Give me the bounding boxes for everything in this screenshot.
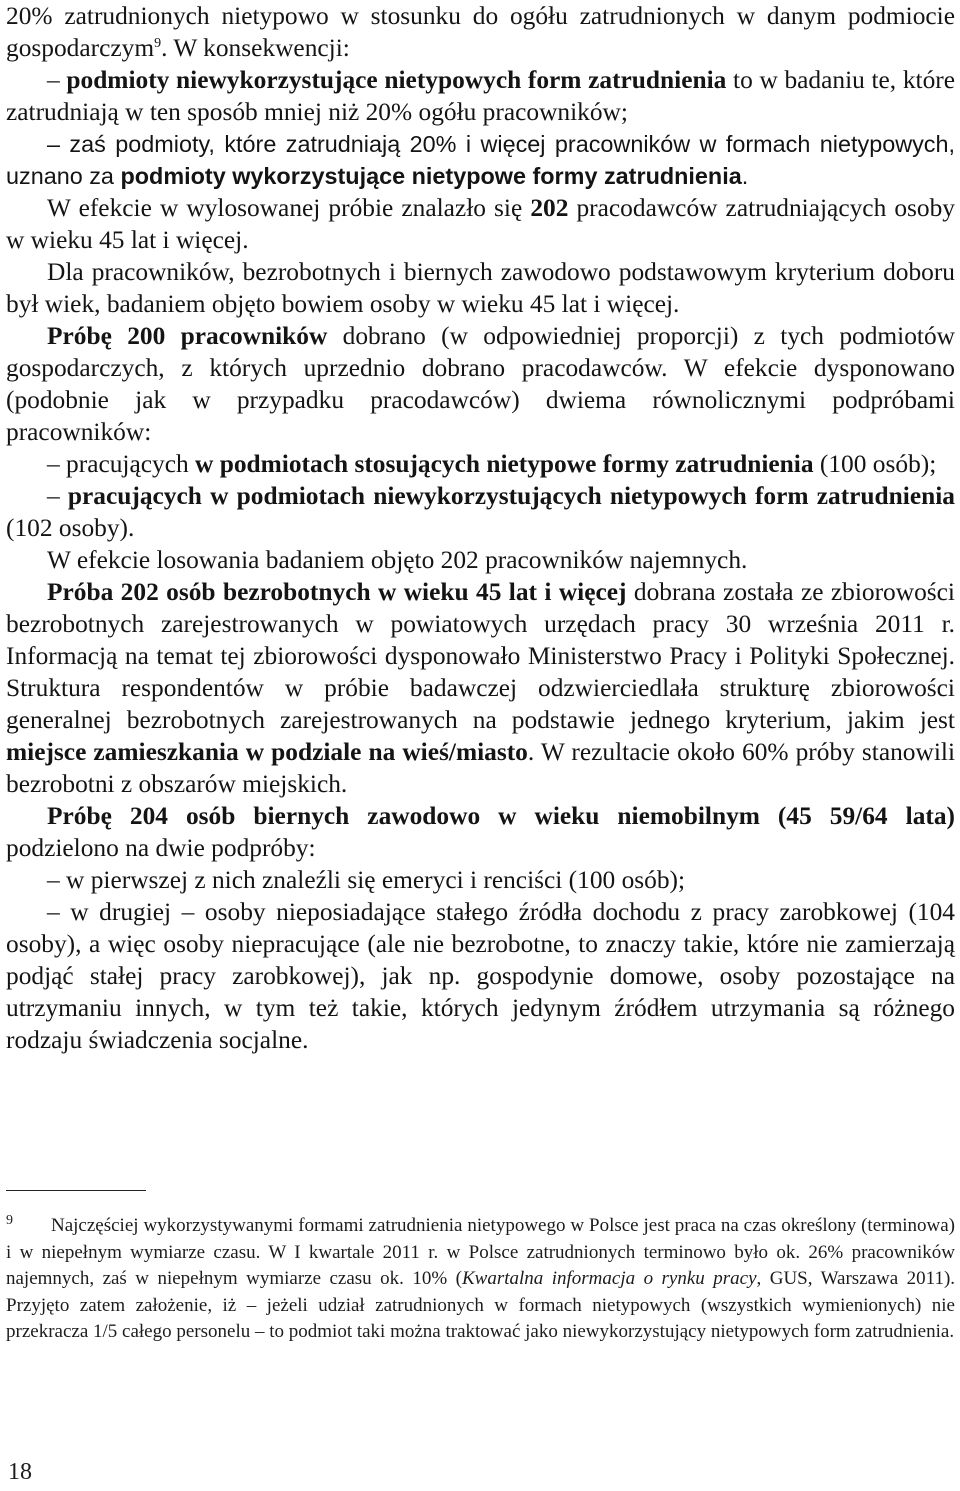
list-item-text: – zaś podmioty, które zatrudniają 20% i więcej pracowników w formach nietypowych, uznano za xyxy=(6,131,955,189)
bold-term: Próbę 204 osób biernych zawodowo w wieku niemobilnym (45 59/64 lata) xyxy=(47,802,955,830)
paragraph-text: dobrano (w odpowiedniej proporcji) z tych podmiotów gospodarczych, z których uprzednio dobrano pracodawców. W efekcie dysponowano (podobnie jak w przypadku pracodawców) dwiema równolicznymi podpróbami pracowników: xyxy=(6,322,955,446)
bold-term: 202 xyxy=(530,194,569,222)
footnote-9 xyxy=(6,1213,955,1346)
dash-marker: – xyxy=(47,482,68,510)
paragraph-text: . W rezultacie około 60% próby stanowili bezrobotni z obszarów miejskich. xyxy=(6,738,956,798)
page-number: 18 xyxy=(8,1459,32,1485)
paragraph-sampling xyxy=(6,544,955,576)
paragraph-text: W efekcie losowania badaniem objęto 202 pracowników najemnych. xyxy=(47,546,748,574)
footnote-text: , GUS, Warszawa 2011). Przyjęto zatem założenie, iż – jeżeli udział zatrudnionych w formach nietypowych (wszystkich wymienionych) nie przekracza 1/5 całego personelu – to podmiot taki można traktować jako niewykorzystujący nietypowych form zatrudnienia. xyxy=(6,1268,956,1342)
paragraph-unemployed xyxy=(6,576,955,800)
bold-term: w podmiotach stosujących nietypowe formy zatrudnienia xyxy=(195,450,814,478)
paragraph-employees xyxy=(6,320,955,448)
bold-term: pracujących w podmiotach niewykorzystujących nietypowych form zatrudnienia xyxy=(67,482,955,510)
list-item-text: – w pierwszej z nich znaleźli się emeryci i renciści (100 osób); xyxy=(47,866,686,894)
list-item-text: to w badaniu te, które zatrudniają w ten sposób mniej niż 20% ogółu pracowników; xyxy=(6,66,955,126)
paragraph-text: pracodawców zatrudniających osoby w wieku 45 lat i więcej. xyxy=(6,194,956,254)
list-item-text: – pracujących xyxy=(47,450,196,478)
footnote-separator xyxy=(6,1190,146,1191)
bold-term: podmioty niewykorzystujące nietypowych form zatrudnienia xyxy=(66,66,727,94)
bold-term: miejsce zamieszkania w podziale na wieś/miasto xyxy=(6,738,528,766)
footnote-number: 9 xyxy=(6,1213,13,1228)
bold-term: Próba 202 osób bezrobotnych w wieku 45 lat i więcej xyxy=(47,578,627,606)
list-item-text: . xyxy=(741,163,749,189)
list-item-text: (102 osoby). xyxy=(6,514,135,542)
list-item-dash-5 xyxy=(6,864,955,896)
list-item-dash-6 xyxy=(6,896,955,1056)
paragraph-text: Dla pracowników, bezrobotnych i biernych zawodowo podstawowym kryterium doboru był wiek, badaniem objęto bowiem osoby w wieku 45 lat i więcej. xyxy=(6,258,955,318)
document-body xyxy=(6,0,955,1056)
paragraph-intro xyxy=(6,0,955,64)
footnote-text: Najczęściej wykorzystywanymi formami zatrudnienia nietypowego w Polsce jest praca na czas określony (terminowa) i w niepełnym wymiarze czasu. W I kwartale 2011 r. w Polsce zatrudnionych terminowo było ok. 26% pracowników najemnych, zaś w niepełnym wymiarze czasu ok. 10% ( xyxy=(6,1215,955,1289)
paragraph-text: 20% zatrudnionych nietypowo w stosunku do ogółu zatrudnionych w danym podmiocie gospodarczym xyxy=(6,2,955,62)
footnote-area xyxy=(6,1190,955,1346)
dash-marker: – xyxy=(47,66,67,94)
footnote-citation-title: Kwartalna informacja o rynku pracy xyxy=(461,1268,757,1289)
list-item-dash-2 xyxy=(6,128,955,192)
footnote-ref[interactable]: 9 xyxy=(154,36,162,51)
paragraph-inactive xyxy=(6,800,955,864)
list-item-text: (100 osób); xyxy=(813,450,937,478)
paragraph-text: dobrana została ze zbiorowości bezrobotnych zarejestrowanych w powiatowych urzędach pracy 30 września 2011 r. Informacją na temat tej zbiorowości dysponowało Ministerstwo Pracy i Polityki Społecznej. Struktura respondentów w próbie badawczej odzwierciedlała strukturę zbiorowości generalnej bezrobotnych zarejestrowanych na podstawie jednego kryterium, jakim jest xyxy=(6,578,955,734)
bold-term: Próbę 200 pracowników xyxy=(47,322,328,350)
paragraph-text: podzielono na dwie podpróby: xyxy=(6,834,316,862)
list-item-text: – w drugiej – osoby nieposiadające stałego źródła dochodu z pracy zarobkowej (104 osoby), a więc osoby niepracujące (ale nie bezrobotne, to znaczy takie, które nie zamierzają podjąć stałej pracy zarobkowej), jak np. gospodynie domowe, osoby pozostające na utrzymaniu innych, w tym też takie, których jedynym źródłem utrzymania są różnego rodzaju świadczenia socjalne. xyxy=(6,898,955,1054)
list-item-dash-4 xyxy=(6,480,955,544)
paragraph-employers xyxy=(6,192,955,256)
list-item-dash-3 xyxy=(6,448,955,480)
bold-term: podmioty wykorzystujące nietypowe formy zatrudnienia xyxy=(120,163,742,189)
paragraph-text: W efekcie w wylosowanej próbie znalazło się xyxy=(47,194,531,222)
paragraph-criterion xyxy=(6,256,955,320)
list-item-dash-1 xyxy=(6,64,955,128)
paragraph-text: . W konsekwencji: xyxy=(161,34,350,62)
